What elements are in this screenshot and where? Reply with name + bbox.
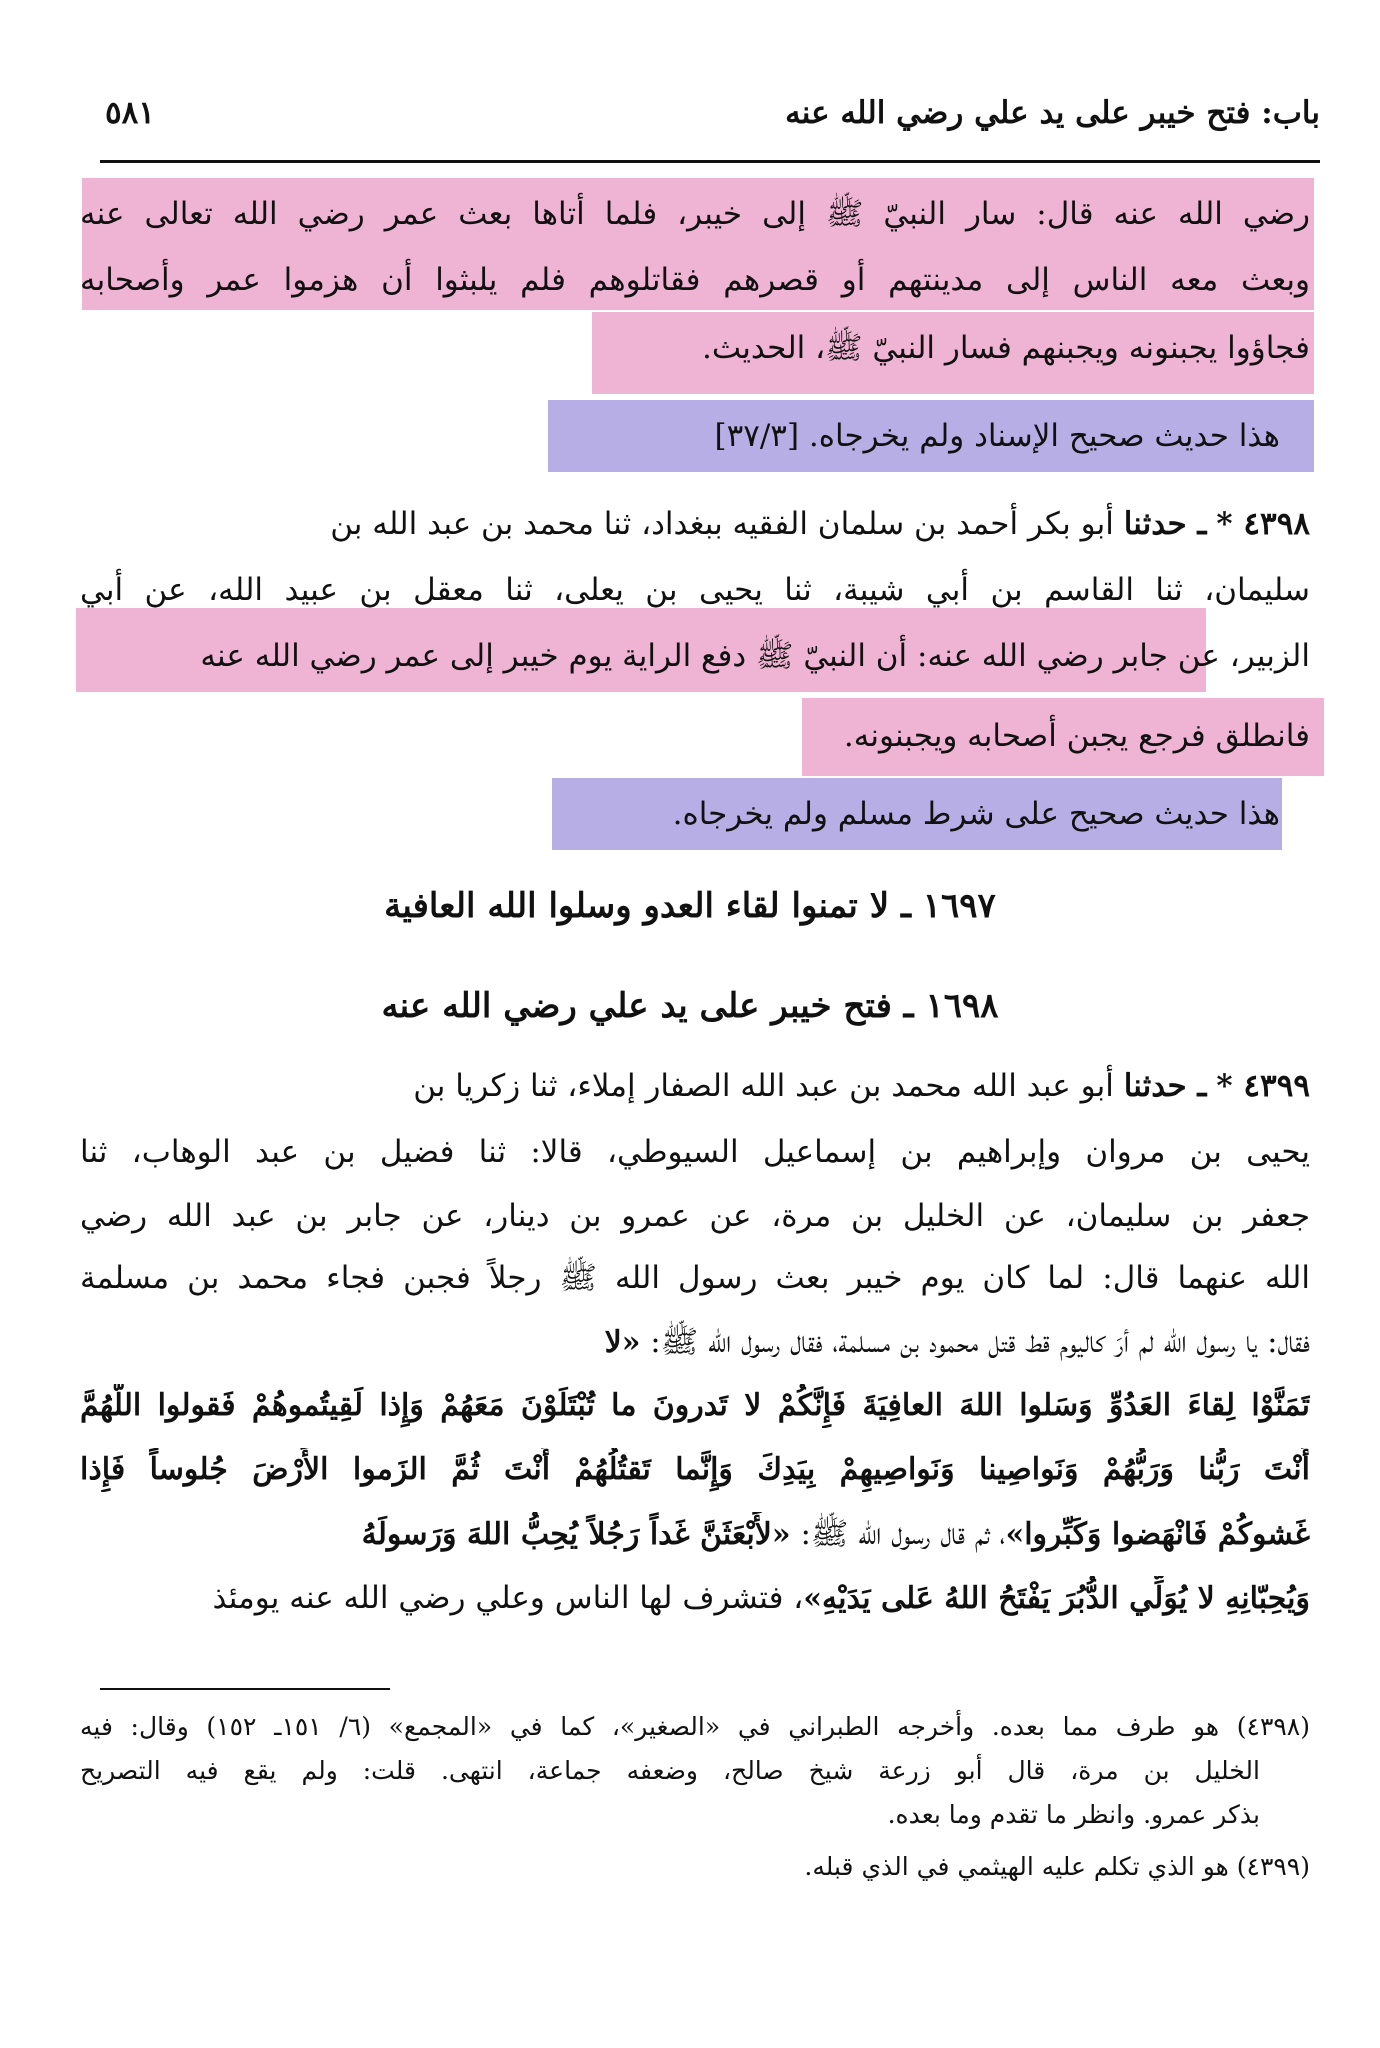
hadith-4399-line5 [80, 1320, 1310, 1365]
page-number: ٥٨١ [105, 95, 155, 131]
header-rule [100, 160, 1320, 163]
footnote-line: (٤٣٩٨) هو طرف مما بعده. وأخرجه الطبراني في «الصغير»، كما في «المجمع» (٦/ ١٥١ـ ١٥٢) وقال: فيه [80, 1712, 1310, 1741]
verdict-line: هذا حديث صحيح الإسناد ولم يخرجاه. [٣٧/٣] [714, 418, 1280, 454]
isnad-text: أبو بكر أحمد بن سلمان الفقيه ببغداد، ثنا محمد بن عبد الله بن [330, 506, 1114, 542]
prophet-quote-end: غَشوكُمْ فَانْهَضوا وَكَبِّروا» [1005, 1517, 1310, 1552]
hadith-number: ٤٣٩٩ * [1216, 1068, 1310, 1104]
hadith-4398-line3 [80, 634, 1310, 678]
running-header-title: باب: فتح خيبر على يد علي رضي الله عنه [785, 95, 1320, 131]
prophet-quote-line: تَمَنَّوْا لِقاءَ العَدُوِّ وَسَلوا اللهَ العافِيَةَ فَإِنَّكُمْ لا تَدرونَ ما تُبْتَلَوْنَ مَعَهُمْ وَإِذا لَقِيتُموهُمْ فَقولوا اللَّهُمَّ [80, 1388, 1310, 1423]
text-line: وبعث معه الناس إلى مدينتهم أو قصرهم فقاتلوهم فلم يلبثوا أن هزموا عمر وأصحابه [80, 262, 1310, 298]
text-fragment: ، فتشرف لها الناس وعلي رضي الله عنه يومئذ [212, 1580, 804, 1616]
haddathana-keyword: ـ حدثنا [1123, 1068, 1207, 1104]
text-line: رضي الله عنه قال: سار النبيّ ﷺ إلى خيبر، فلما أتاها بعث عمر رضي الله تعالى عنه [80, 196, 1310, 232]
footnote-line: الخليل بن مرة، قال أبو زرعة شيخ صالح، وضعفه جماعة، انتهى. قلت: ولم يقع فيه التصريح [80, 1756, 1260, 1785]
isnad-text: أبو عبد الله محمد بن عبد الله الصفار إملاء، ثنا زكريا بن [413, 1068, 1114, 1104]
footnote-line: بذكر عمرو. وانظر ما تقدم وما بعده. [887, 1800, 1260, 1829]
text-line: فجاؤوا يجبنونه ويجبنهم فسار النبيّ ﷺ، الحديث. [701, 330, 1310, 366]
text-fragment: ، ثم قال رسول الله ﷺ: [800, 1516, 1006, 1552]
prophet-quote-end: وَيُحِبّانِهِ لا يُوَلِّي الدُّبُرَ يَفْتَحُ اللهُ عَلى يَدَيْهِ» [803, 1581, 1310, 1616]
hadith-4398-line1 [80, 502, 1310, 546]
verdict-line: هذا حديث صحيح على شرط مسلم ولم يخرجاه. [672, 796, 1280, 832]
text-line: سليمان، ثنا القاسم بن أبي شيبة، ثنا يحيى بن يعلى، ثنا معقل بن عبيد الله، عن أبي [80, 572, 1310, 608]
hadith-4399-line9 [80, 1576, 1310, 1621]
prophet-quote-line: أَنْتَ رَبُّنا وَرَبُّهُمْ وَنَواصِينا وَنَواصِيهِمْ بِيَدِكَ وَإِنَّما تَقتُلُهُمْ أَنْتَ ثُمَّ الزَموا الأَرْضَ جُلوساً فَإِذا [80, 1452, 1310, 1487]
footnote-line: (٤٣٩٩) هو الذي تكلم عليه الهيثمي في الذي قبله. [804, 1852, 1310, 1881]
hadith-4399-line1 [80, 1064, 1310, 1108]
haddathana-keyword: ـ حدثنا [1123, 506, 1207, 542]
text-line: فانطلق فرجع يجبن أصحابه ويجبنونه. [843, 718, 1310, 754]
prophet-quote-start: «لأَبْعَثَنَّ غَداً رَجُلاً يُحِبُّ اللهَ وَرَسولَهُ [361, 1517, 791, 1552]
text-line: الله عنهما قال: لما كان يوم خيبر بعث رسول الله ﷺ رجلاً فجبن فجاء محمد بن مسلمة [80, 1260, 1310, 1296]
hadith-number: ٤٣٩٨ * [1216, 506, 1310, 542]
hadith-4399-line8 [80, 1512, 1310, 1557]
prophet-quote-start: «لا [604, 1325, 641, 1360]
chapter-heading: ١٦٩٧ ـ لا تمنوا لقاء العدو وسلوا الله العافية [384, 886, 996, 926]
text-line: جعفر بن سليمان، عن الخليل بن مرة، عن عمرو بن دينار، عن جابر بن عبد الله رضي [80, 1198, 1310, 1234]
footnote-rule [100, 1688, 390, 1690]
chapter-heading: ١٦٩٨ ـ فتح خيبر على يد علي رضي الله عنه [381, 986, 999, 1026]
text-fragment: فقال: يا رسول الله لم أرَ كاليوم قط قتل محمود بن مسلمة، فقال رسول الله ﷺ: [650, 1324, 1310, 1360]
text-fragment: الزبير، [1229, 638, 1310, 674]
text-line: يحيى بن مروان وإبراهيم بن إسماعيل السيوطي، قالا: ثنا فضيل بن عبد الوهاب، ثنا [80, 1134, 1310, 1170]
text-fragment: عن جابر رضي الله عنه: أن النبيّ ﷺ دفع الراية يوم خيبر إلى عمر رضي الله عنه [200, 638, 1220, 674]
